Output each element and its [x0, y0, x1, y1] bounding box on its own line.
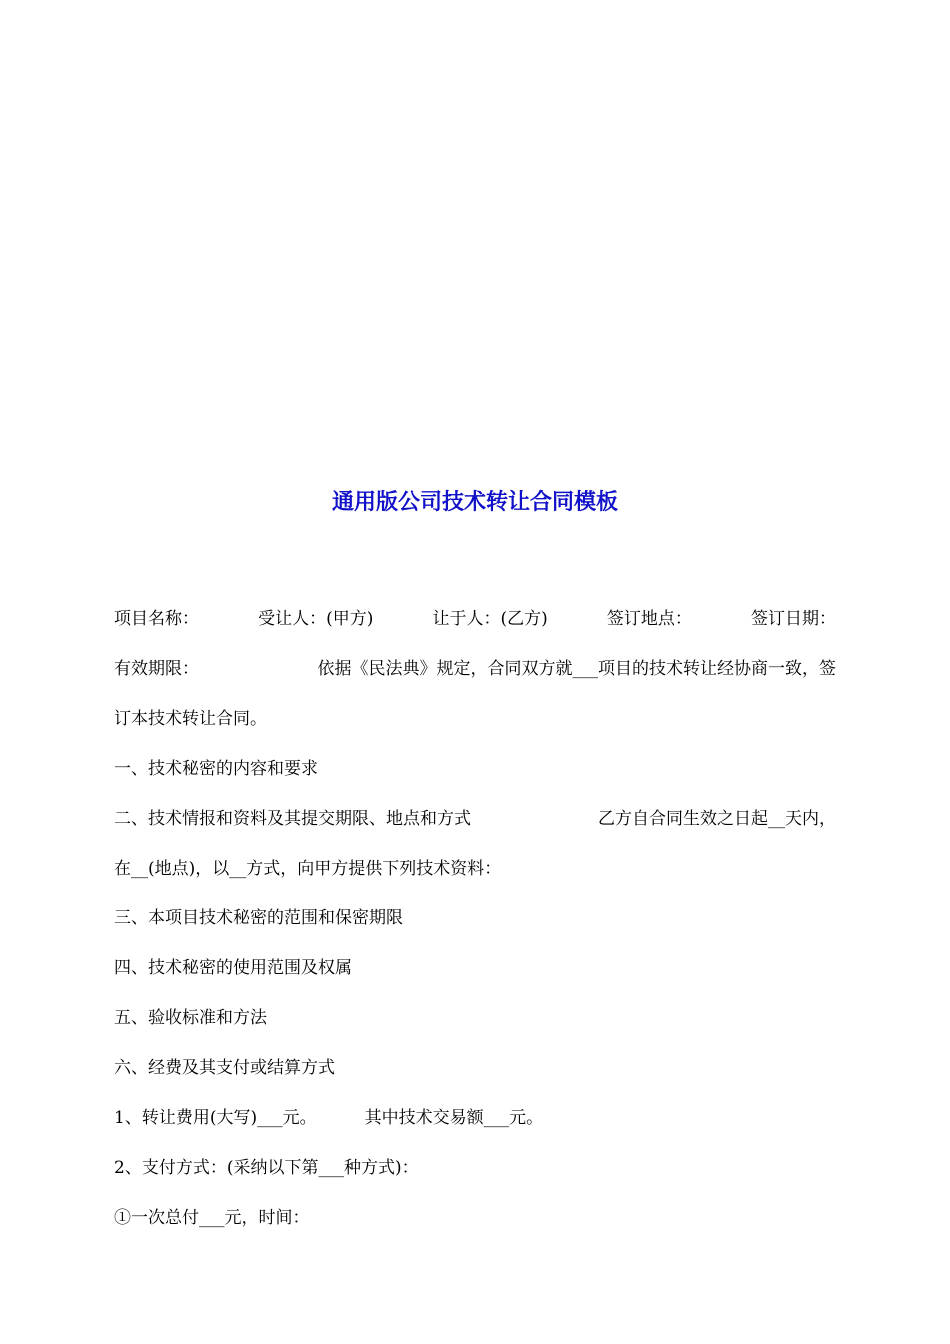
item-1-row [114, 1106, 543, 1130]
contract-preamble-end: 订本技术转让合同。 [114, 709, 267, 729]
field-sign-place: 签订地点： [606, 609, 692, 629]
contract-preamble: 依据《民法典》规定，合同双方就___项目的技术转让经协商一致，签 [317, 659, 836, 679]
validity-row [114, 657, 836, 681]
section-4-heading: 四、技术秘密的使用范围及权属 [114, 958, 352, 978]
field-sign-date: 签订日期： [750, 609, 836, 629]
section-2-continued: 在__(地点)，以__方式，向甲方提供下列技术资料： [114, 859, 502, 879]
section-3-heading: 三、本项目技术秘密的范围和保密期限 [114, 908, 403, 928]
item-3-lump-sum: ①一次总付___元，时间： [114, 1208, 310, 1228]
field-project-name: 项目名称： [114, 609, 199, 629]
section-2-row [114, 807, 836, 831]
header-fields-row [114, 607, 836, 631]
item-2-payment-method: 2、支付方式：(采纳以下第___种方式)： [114, 1158, 419, 1178]
technical-transaction-amount: 其中技术交易额___元。 [364, 1108, 544, 1128]
field-validity: 有效期限： [114, 659, 199, 679]
field-transferee: 受让人：(甲方) [258, 609, 374, 629]
transfer-fee: 1、转让费用(大写)___元。 [114, 1108, 317, 1128]
document-title: 通用版公司技术转让合同模板 [331, 490, 618, 515]
section-2-text: 乙方自合同生效之日起__天内， [598, 809, 836, 829]
section-5-heading: 五、验收标准和方法 [114, 1008, 267, 1028]
section-1-heading: 一、技术秘密的内容和要求 [114, 759, 318, 779]
section-6-heading: 六、经费及其支付或结算方式 [114, 1058, 335, 1078]
section-2-heading: 二、技术情报和资料及其提交期限、地点和方式 [114, 809, 471, 829]
field-transferor: 让于人：(乙方) [432, 609, 548, 629]
